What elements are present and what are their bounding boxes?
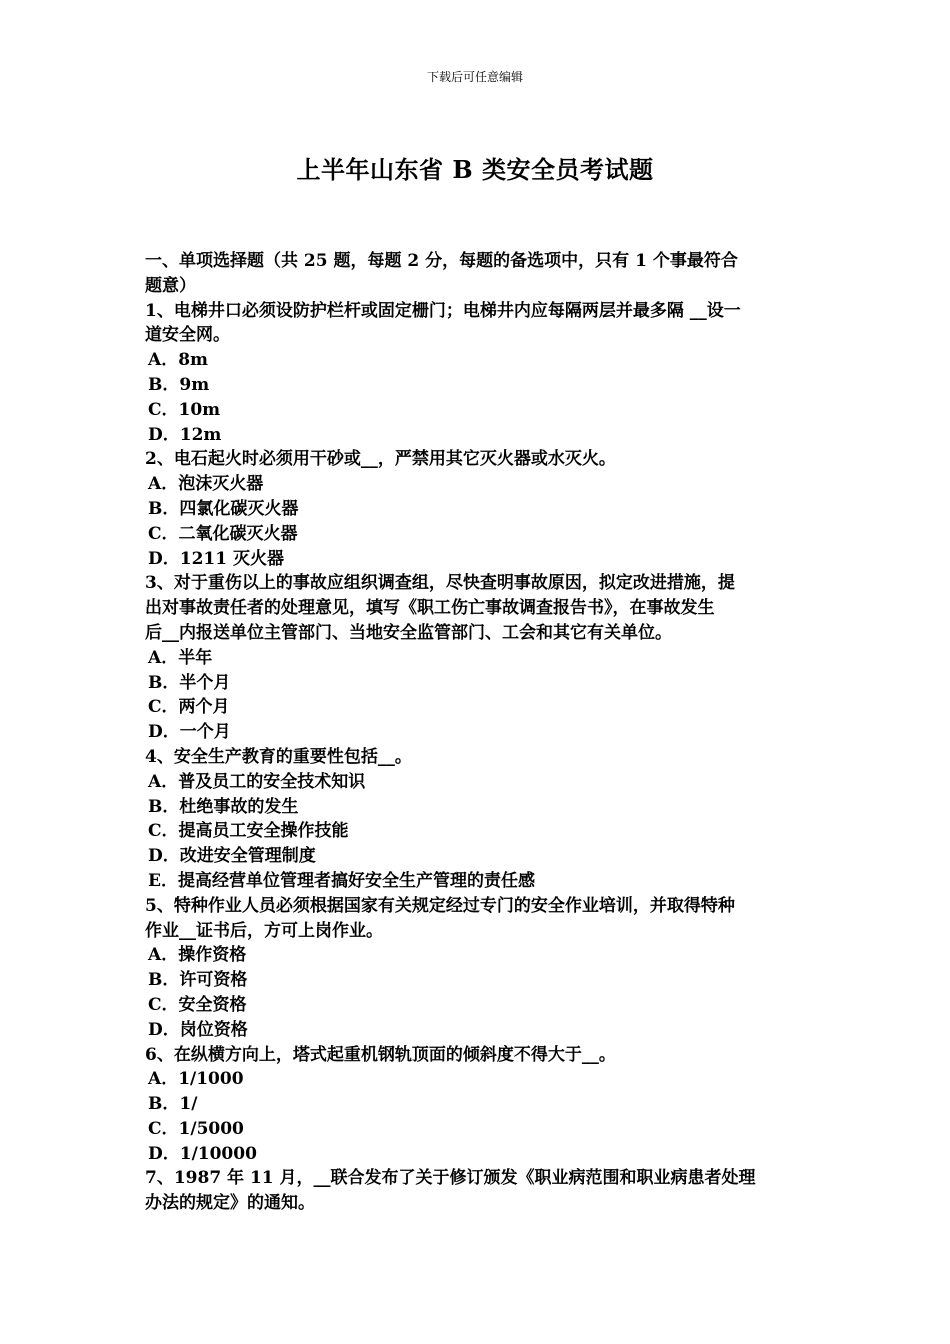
answer-option: C．1/5000 <box>148 1118 244 1139</box>
answer-option: B．许可资格 <box>148 970 248 991</box>
answer-option: D．岗位资格 <box>148 1019 248 1040</box>
answer-option: B．四氯化碳灭火器 <box>148 498 299 519</box>
question-text: 2、电石起火时必须用干砂或__，严禁用其它灭火器或水灭火。 <box>145 449 616 470</box>
answer-option: A．普及员工的安全技术知识 <box>148 771 366 792</box>
answer-option: C．10m <box>148 399 221 420</box>
exam-content <box>145 249 810 1216</box>
answer-option: B．1/ <box>148 1094 198 1115</box>
answer-option: D．1211 灭火器 <box>148 548 284 569</box>
question-text: 作业__证书后，方可上岗作业。 <box>145 920 383 941</box>
question-text: 1、电梯井口必须设防护栏杆或固定栅门；电梯井内应每隔两层并最多隔 __设一 <box>145 300 741 321</box>
answer-option: C．二氧化碳灭火器 <box>148 523 298 544</box>
answer-option: C．提高员工安全操作技能 <box>148 821 349 842</box>
answer-option: A．半年 <box>148 647 213 668</box>
question-text: 后__内报送单位主管部门、当地安全监管部门、工会和其它有关单位。 <box>145 622 672 643</box>
question-text: 出对事故责任者的处理意见，填写《职工伤亡事故调查报告书》，在事故发生 <box>145 598 715 619</box>
answer-option: D．12m <box>148 424 222 445</box>
answer-option: D．1/10000 <box>148 1143 257 1164</box>
question-text: 办法的规定》的通知。 <box>145 1193 315 1214</box>
question-text: 4、安全生产教育的重要性包括__。 <box>145 746 412 767</box>
answer-option: B．半个月 <box>148 672 231 693</box>
answer-option: E．提高经营单位管理者搞好安全生产管理的责任感 <box>148 870 535 891</box>
question-text: 7、1987 年 11 月，__联合发布了关于修订颁发《职业病范围和职业病患者处理 <box>145 1168 756 1189</box>
answer-option: C．安全资格 <box>148 994 247 1015</box>
question-text: 5、特种作业人员必须根据国家有关规定经过专门的安全作业培训，并取得特种 <box>145 895 735 916</box>
answer-option: C．两个月 <box>148 697 230 718</box>
answer-option: B．杜绝事故的发生 <box>148 796 299 817</box>
answer-option: B．9m <box>148 374 210 395</box>
question-text: 题意） <box>145 275 196 296</box>
answer-option: A．8m <box>148 350 209 371</box>
question-text: 一、单项选择题（共 25 题，每题 2 分，每题的备选项中，只有 1 个事最符合 <box>145 251 738 271</box>
question-text: 3、对于重伤以上的事故应组织调查组，尽快查明事故原因，拟定改进措施，提 <box>145 573 735 594</box>
answer-option: A．操作资格 <box>148 945 247 966</box>
page-header: 下载后可任意编辑 <box>426 70 523 84</box>
document-title: 上半年山东省 B 类安全员考试题 <box>296 155 654 184</box>
answer-option: D．一个月 <box>148 722 231 743</box>
answer-option: A．泡沫灭火器 <box>148 474 264 495</box>
answer-option: D．改进安全管理制度 <box>148 846 316 867</box>
question-text: 6、在纵横方向上，塔式起重机钢轨顶面的倾斜度不得大于__。 <box>145 1044 616 1065</box>
answer-option: A．1/1000 <box>148 1069 244 1090</box>
question-text: 道安全网。 <box>145 325 230 346</box>
